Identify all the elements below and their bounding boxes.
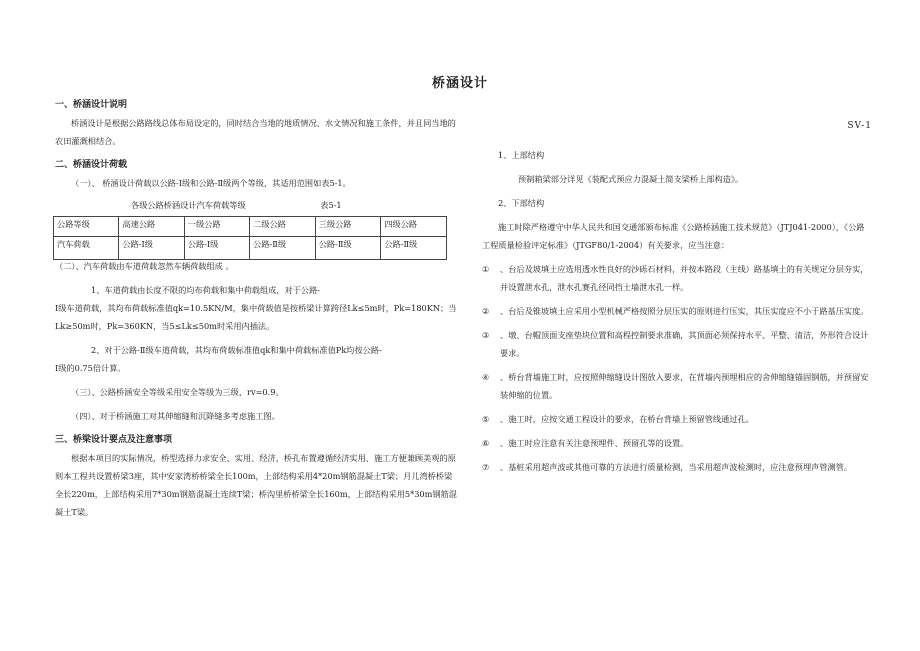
item-number: ⑥ (482, 438, 490, 448)
item-number: ⑤ (482, 414, 490, 424)
table-cell: 二级公路 (250, 217, 316, 237)
list-item (482, 410, 872, 428)
section-2-item-3: （三）、公路桥涵安全等级采用安全等级为三级，rv=0.9。 (71, 387, 284, 397)
section-heading-3: 三、桥梁设计要点及注意事项 (55, 435, 173, 445)
item-number: ⑦ (482, 462, 490, 472)
item-text: 、台后及坡填土应选用透水性良好的沙砾石材料，并按本路段（主线）路基填土的有关规定分层夯实，并设置泄水孔，泄水孔赛孔径同挡土墙泄水孔一样。 (500, 264, 869, 292)
list-item (482, 302, 872, 320)
page-title: 桥涵设计 (431, 76, 488, 91)
section-2-sub-2b: Ⅰ级的0.75倍计算。 (55, 363, 126, 373)
part-1-text: 预制箱梁部分详见《装配式预应力混凝土简支梁桥上部构造》。 (518, 174, 744, 184)
section-heading-1: 一、桥涵设计说明 (55, 100, 128, 110)
section-1-paragraph: 桥涵设计是根据公路路线总体布局设定的，同时结合当地的地质情况、水文情况和施工条件，并且同当地的农田灌溉相结合。 (55, 118, 456, 146)
table-row (54, 217, 447, 237)
table-caption (55, 196, 460, 214)
table-caption-text: 各级公路桥涵设计汽车荷载等级 (131, 200, 246, 210)
item-text: 、桥台背墙施工时，应按照伸缩缝设计图放入要求，在背墙内预埋相应的舍伸缩缝锚固钢筋，并预留安装伸缩的位置。 (500, 372, 869, 400)
table-cell: 公路-Ⅰ级 (119, 237, 184, 260)
table-code: 表5-1 (320, 200, 342, 210)
load-level-table (53, 216, 447, 260)
part-1-heading: 1、上部结构 (498, 150, 545, 160)
item-number: ① (482, 264, 490, 274)
item-text: 、施工时应注意有关注意预埋件、预留孔等的设置。 (500, 438, 689, 448)
section-2-item-1: （一）、 桥涵设计荷载以公路-Ⅰ级和公路-Ⅱ级两个等级，其适用范围如表5-1。 (71, 178, 351, 188)
section-2-sub-1b: Ⅰ级车道荷载，其均布荷载标准值qk=10.5KN/M，集中荷载值是按桥梁计算跨径Lk≤5m时，Pk=180KN；当Lk≥50m时，Pk=360KN，当5≤Lk≤50m时采用内插法。 (55, 303, 457, 331)
section-2-sub-1a: 1、车道荷载由长度不限的均布荷载和集中荷载组成，对于公路- (91, 285, 321, 295)
table-cell: 四级公路 (381, 217, 447, 237)
table-cell: 公路-Ⅰ级 (184, 237, 249, 260)
table-cell: 公路-Ⅱ级 (381, 237, 447, 260)
list-item (482, 326, 872, 362)
list-item (482, 458, 872, 476)
section-3-paragraph: 根据本项目的实际情况，桥型选择力求安全、实用、经济，桥孔布置遵循经济实用、施工方便兼顾美观的原则本工程共设置桥梁3座，其中安家湾桥桥梁全长100m，上部结构采用4*20m钢筋混凝土T梁；月儿湾桥桥梁全长220m，上部结构采用7*30m钢筋混凝土连续T梁；桥沟里桥桥梁全长160m，上部结构采用5*30m钢筋混凝土T梁。 (55, 453, 457, 517)
table-cell: 公路-Ⅱ级 (315, 237, 381, 260)
item-text: 、基桩采用超声波或其他可靠的方法进行质量检测，当采用超声波检测时，应注意预埋声管测管。 (500, 462, 853, 472)
section-2-item-4: （四）、对于桥涵施工对其伸缩缝和沉降缝多考虑施工图。 (71, 411, 280, 421)
table-cell: 公路-Ⅱ级 (250, 237, 316, 260)
list-item (482, 368, 872, 404)
table-cell: 一级公路 (184, 217, 249, 237)
table-cell: 三级公路 (315, 217, 381, 237)
item-text: 、施工时，应按交通工程设计的要求，在桥台背墙上预留管线通过孔。 (500, 414, 754, 424)
table-cell: 公路等级 (54, 217, 119, 237)
page-code: SV-1 (847, 121, 872, 131)
item-number: ④ (482, 372, 490, 382)
item-text: 、墩、台帽顶面支座垫块位置和高程控制要求准确，其顶面必须保持水平、平整、清洁，外形符合设计要求。 (500, 330, 869, 358)
item-number: ② (482, 306, 490, 316)
section-2-item-2: （二）、汽车荷载由车道荷载忽然车辆荷载组成 。 (55, 261, 234, 271)
list-item (482, 434, 872, 452)
part-2-heading: 2、下部结构 (498, 198, 545, 208)
right-column (482, 120, 872, 476)
list-item (482, 260, 872, 296)
section-heading-2: 二、桥涵设计荷载 (55, 160, 128, 170)
item-text: 、台后及锥坡填土应采用小型机械严格按照分层压实的原则进行压实，其压实度应不小于路基压实度。 (500, 306, 869, 316)
table-cell: 高速公路 (119, 217, 184, 237)
table-cell: 汽车荷载 (54, 237, 119, 260)
left-column (55, 96, 460, 521)
part-2-text: 施工时除严格遵守中华人民共和国交通部颁布标准《公路桥涵施工技术规范》（JTJ041-2000），《公路工程质量检验评定标准》（JTGF80/1-2004）有关要求，应当注意： (482, 222, 865, 250)
item-number: ③ (482, 330, 490, 340)
section-2-sub-2a: 2、对于公路-Ⅱ级车道荷载，其均布荷载标准值qk和集中荷载标准值Pk均按公路- (91, 345, 382, 355)
